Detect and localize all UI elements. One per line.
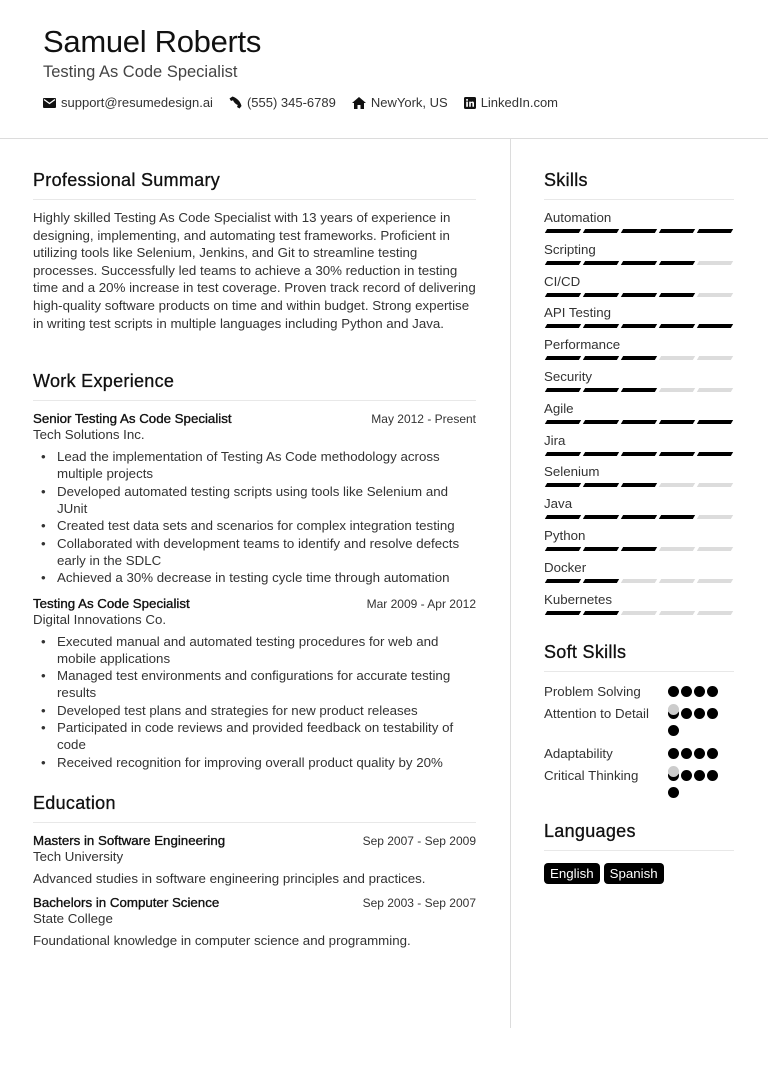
rating-dot [681, 708, 692, 719]
education-date: Sep 2007 - Sep 2009 [362, 833, 476, 848]
languages-section [544, 821, 734, 884]
skill-level-bar [546, 483, 736, 487]
rating-dot [707, 770, 718, 781]
skill-level-segment [621, 229, 657, 233]
skill-level-segment [621, 261, 657, 265]
contact-phone[interactable] [229, 95, 336, 110]
skill-level-segment [621, 515, 657, 519]
skill-name: Selenium [544, 464, 600, 480]
soft-skill-rating [668, 686, 728, 703]
skill-level-bar [546, 420, 736, 424]
skill-level-bar [546, 579, 736, 583]
experience-section [33, 371, 476, 771]
skill-item [544, 366, 734, 398]
education-date: Sep 2003 - Sep 2007 [362, 895, 476, 910]
rating-dot [694, 708, 705, 719]
skill-item [544, 430, 734, 462]
phone-icon [229, 96, 242, 109]
skill-level-bar [546, 356, 736, 360]
education-desc: Advanced studies in software engineering principles and practices. [33, 870, 426, 886]
job-bullet: • Received recognition for improving overall product quality by 20% [57, 754, 476, 771]
skill-level-segment [659, 356, 695, 360]
education-desc: Foundational knowledge in computer science and programming. [33, 932, 411, 948]
skill-level-segment [583, 388, 619, 392]
skill-level-segment [621, 579, 657, 583]
soft-skills-section [544, 642, 734, 807]
job-bullet: • Participated in code reviews and provided feedback on testability of code [57, 719, 476, 754]
education-entry [33, 833, 476, 886]
skill-level-bar [546, 293, 736, 297]
soft-skill-name: Problem Solving [544, 684, 641, 700]
skills-section [544, 170, 734, 620]
candidate-name: Samuel Roberts [43, 24, 262, 59]
candidate-title: Testing As Code Specialist [43, 63, 238, 81]
skill-level-bar [546, 229, 736, 233]
rating-dot [707, 748, 718, 759]
education-heading: Education [33, 793, 476, 823]
soft-skill-item [544, 745, 734, 767]
job-bullet: • Developed test plans and strategies for new product releases [57, 702, 476, 719]
linkedin-icon [464, 97, 476, 109]
skill-level-segment [583, 356, 619, 360]
skill-level-segment [697, 324, 733, 328]
skill-name: Security [544, 368, 593, 384]
education-section [33, 793, 476, 948]
job-bullet: • Developed automated testing scripts using tools like Selenium and JUnit [57, 483, 476, 518]
job-title: Senior Testing As Code Specialist [33, 411, 232, 427]
skill-level-segment [583, 515, 619, 519]
summary-section [33, 170, 476, 332]
skill-level-bar [546, 547, 736, 551]
skill-level-segment [583, 229, 619, 233]
skill-level-bar [546, 452, 736, 456]
column-divider [510, 139, 511, 1028]
resume-header [0, 0, 768, 139]
soft-skill-name: Critical Thinking [544, 768, 639, 784]
skill-level-segment [583, 324, 619, 328]
job-bullets [33, 633, 476, 771]
soft-skills-heading: Soft Skills [544, 642, 734, 672]
job-entry [33, 596, 476, 771]
rating-dot [694, 748, 705, 759]
job-entry [33, 411, 476, 586]
skill-level-segment [621, 324, 657, 328]
skill-item [544, 207, 734, 239]
contact-bar [43, 95, 574, 110]
skill-level-segment [621, 356, 657, 360]
summary-text: Highly skilled Testing As Code Specialist with 13 years of experience in designing, implementing, and automating test frameworks. Proficient in utilizing tools like Selenium, Jenkins, and Git to streamline testing processes. Successfully led teams to achieve a 30% reduction in testing time and a 20% increase in test coverage. Proven track record of delivering high-quality software products on time and within budget. Strong expertise in writing test scripts in multiple languages including Python and Java. [33, 210, 476, 331]
skill-level-segment [659, 611, 695, 615]
skill-name: Python [544, 527, 586, 543]
job-bullets [33, 448, 476, 586]
skill-item [544, 461, 734, 493]
skill-name: API Testing [544, 305, 612, 321]
skill-level-segment [583, 547, 619, 551]
soft-skill-item [544, 705, 734, 745]
skill-level-segment [659, 515, 695, 519]
skill-name: Jira [544, 432, 566, 448]
contact-email[interactable] [43, 95, 213, 110]
rating-dot [681, 686, 692, 697]
skill-level-segment [621, 388, 657, 392]
skill-name: Agile [544, 400, 574, 416]
skill-level-segment [545, 229, 581, 233]
degree: Masters in Software Engineering [33, 832, 226, 848]
skill-level-bar [546, 261, 736, 265]
skill-level-segment [697, 388, 733, 392]
skill-level-segment [659, 229, 695, 233]
skill-level-bar [546, 611, 736, 615]
skill-level-segment [545, 356, 581, 360]
location-text: NewYork, US [370, 95, 448, 110]
skill-level-segment [545, 483, 581, 487]
skill-item [544, 557, 734, 589]
skill-level-bar [546, 388, 736, 392]
rating-dot [681, 770, 692, 781]
skill-level-segment [659, 261, 695, 265]
job-date: May 2012 - Present [371, 412, 476, 427]
job-bullet: • Collaborated with development teams to identify and resolve defects early in the SDLC [57, 535, 476, 570]
rating-dot [694, 686, 705, 697]
skill-item [544, 493, 734, 525]
skill-name: Automation [544, 210, 612, 225]
phone-text: (555) 345-6789 [246, 95, 336, 110]
soft-skill-rating [668, 770, 728, 804]
rating-dot [668, 787, 679, 798]
soft-skill-name: Adaptability [544, 746, 613, 762]
skill-level-segment [583, 611, 619, 615]
side-column [544, 170, 734, 884]
contact-location [352, 95, 448, 110]
languages-heading: Languages [544, 821, 734, 851]
language-tag: Spanish [604, 863, 664, 884]
envelope-icon [43, 98, 56, 108]
email-text: support@resumedesign.ai [61, 95, 213, 110]
job-bullet: • Created test data sets and scenarios for complex integration testing [57, 517, 476, 534]
skill-level-segment [583, 579, 619, 583]
skill-level-segment [659, 452, 695, 456]
skill-level-segment [697, 293, 733, 297]
skill-level-segment [545, 611, 581, 615]
soft-skill-rating [668, 708, 728, 742]
job-bullet: • Managed test environments and configurations for accurate testing results [57, 667, 476, 702]
skill-level-segment [545, 515, 581, 519]
job-bullet: • Achieved a 30% decrease in testing cycle time through automation [57, 569, 476, 586]
skill-level-bar [546, 324, 736, 328]
job-bullet: • Executed manual and automated testing procedures for web and mobile applications [57, 633, 476, 668]
skill-level-segment [659, 483, 695, 487]
skill-level-segment [583, 293, 619, 297]
skill-level-segment [659, 293, 695, 297]
skill-item [544, 398, 734, 430]
skill-level-segment [697, 420, 733, 424]
soft-skill-item [544, 767, 734, 807]
education-entry [33, 895, 476, 948]
skill-level-segment [621, 420, 657, 424]
job-bullet: • Lead the implementation of Testing As Code methodology across multiple projects [57, 448, 476, 483]
skill-level-segment [545, 324, 581, 328]
skill-name: Java [544, 496, 573, 512]
skills-heading: Skills [544, 170, 734, 200]
skill-level-segment [697, 547, 733, 551]
skill-item [544, 334, 734, 366]
rating-dot [707, 686, 718, 697]
skill-item [544, 589, 734, 621]
experience-heading: Work Experience [33, 371, 476, 401]
skill-level-segment [583, 452, 619, 456]
summary-heading: Professional Summary [33, 170, 476, 200]
school: Tech University [33, 848, 124, 864]
rating-dot [668, 748, 679, 759]
job-company: Digital Innovations Co. [33, 611, 167, 627]
job-title: Testing As Code Specialist [33, 595, 190, 611]
linkedin-text: LinkedIn.com [480, 95, 559, 110]
skill-level-segment [545, 388, 581, 392]
skill-item [544, 525, 734, 557]
skill-item [544, 271, 734, 303]
rating-dot [668, 686, 679, 697]
skill-level-segment [621, 293, 657, 297]
skill-level-segment [697, 356, 733, 360]
skill-level-segment [659, 420, 695, 424]
soft-skill-item [544, 683, 734, 705]
rating-dot [707, 708, 718, 719]
skill-level-segment [659, 579, 695, 583]
skill-level-segment [583, 261, 619, 265]
job-date: Mar 2009 - Apr 2012 [366, 596, 476, 611]
language-tag: English [544, 863, 600, 884]
contact-linkedin[interactable] [464, 95, 558, 110]
rating-dot [694, 770, 705, 781]
skill-level-segment [621, 452, 657, 456]
skill-level-segment [545, 293, 581, 297]
skill-name: Docker [544, 559, 587, 575]
skill-level-segment [545, 420, 581, 424]
skill-level-segment [697, 515, 733, 519]
skill-level-segment [659, 388, 695, 392]
skill-level-segment [545, 261, 581, 265]
school: State College [33, 910, 113, 926]
skill-level-segment [621, 611, 657, 615]
skill-level-segment [545, 547, 581, 551]
skill-item [544, 239, 734, 271]
skill-name: Performance [544, 337, 621, 353]
rating-dot [681, 748, 692, 759]
skill-level-segment [583, 420, 619, 424]
skill-name: Scripting [544, 241, 596, 257]
skill-level-segment [545, 452, 581, 456]
skill-level-segment [697, 611, 733, 615]
skill-level-segment [659, 547, 695, 551]
soft-skill-rating [668, 748, 728, 765]
skill-level-segment [697, 579, 733, 583]
main-column [33, 170, 476, 948]
skill-level-segment [697, 261, 733, 265]
soft-skill-name: Attention to Detail [544, 706, 649, 722]
degree: Bachelors in Computer Science [33, 894, 220, 910]
skill-level-segment [545, 579, 581, 583]
skill-level-segment [583, 483, 619, 487]
skill-level-segment [659, 324, 695, 328]
skill-level-segment [697, 229, 733, 233]
skill-level-bar [546, 515, 736, 519]
skill-level-segment [697, 452, 733, 456]
home-icon [352, 97, 366, 109]
skill-name: Kubernetes [544, 591, 613, 607]
skill-level-segment [621, 547, 657, 551]
job-company: Tech Solutions Inc. [33, 427, 145, 443]
rating-dot [668, 725, 679, 736]
skill-name: CI/CD [544, 273, 581, 289]
skill-level-segment [697, 483, 733, 487]
skill-item [544, 302, 734, 334]
skill-level-segment [621, 483, 657, 487]
